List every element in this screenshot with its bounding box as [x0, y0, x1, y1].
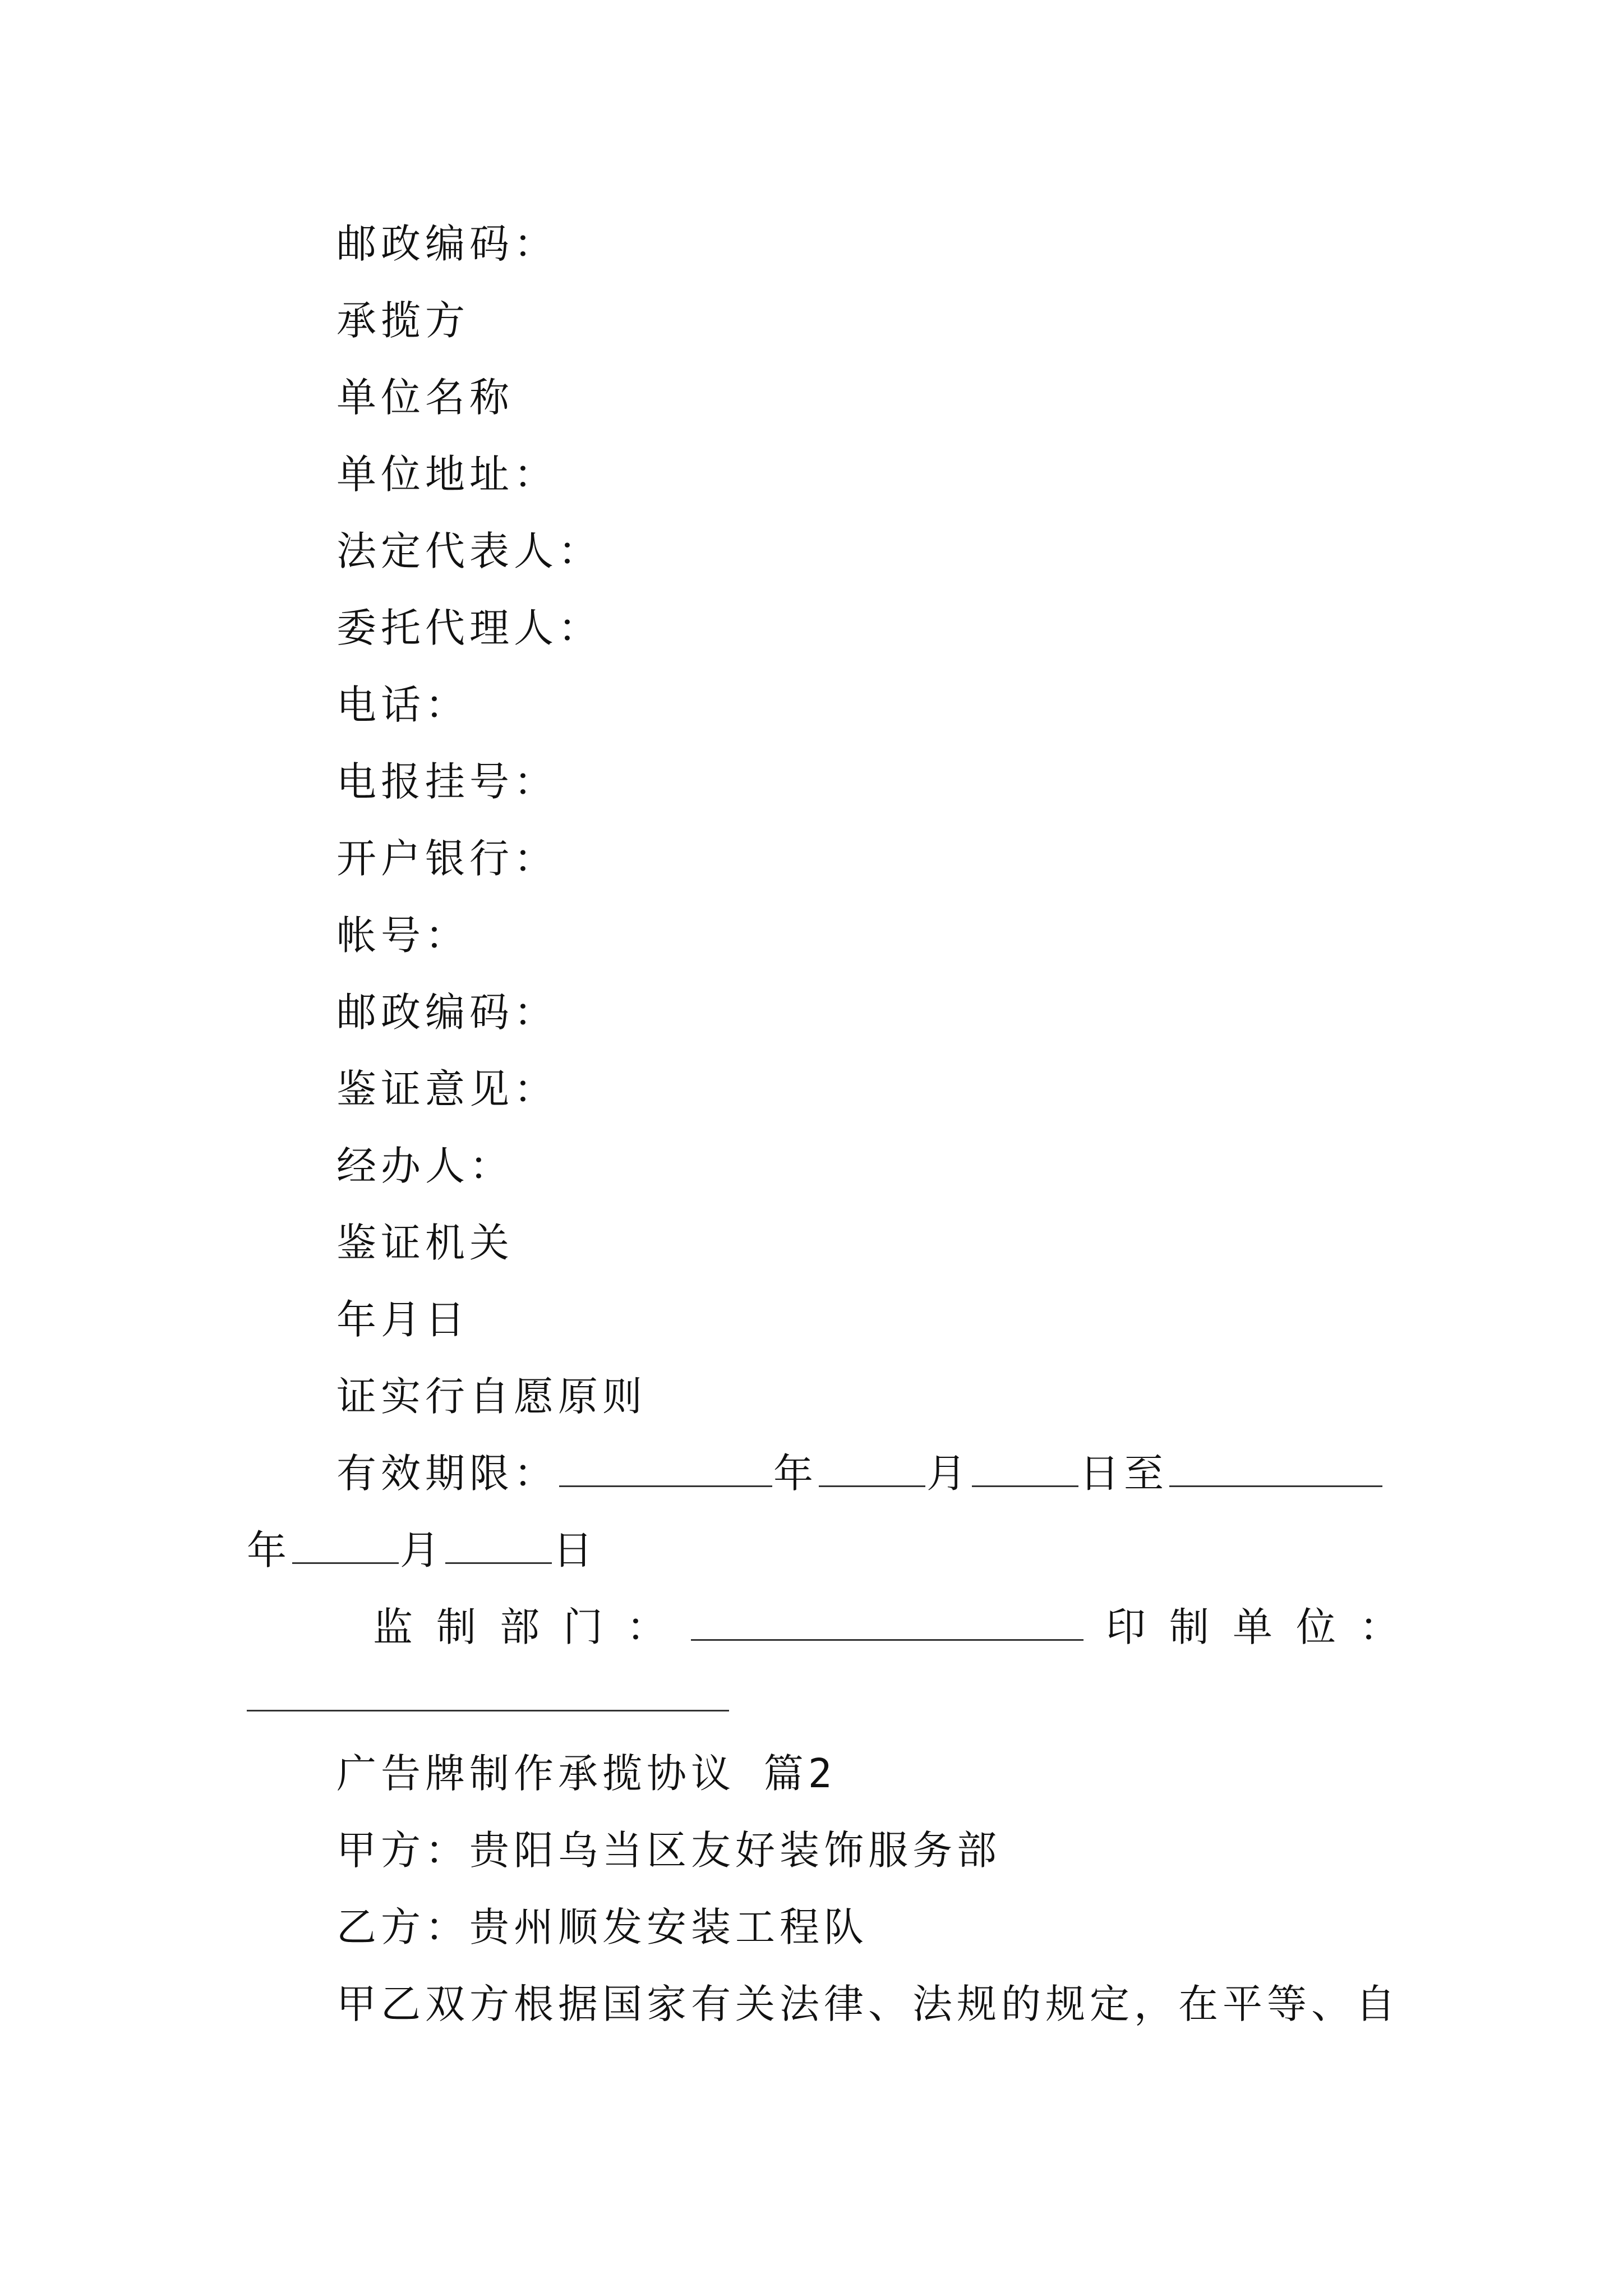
postal-code-label: 邮政编码：	[336, 220, 559, 267]
party-b-line: 乙方：贵州顺发安装工程队	[336, 1904, 869, 1950]
month-text: 月	[926, 1450, 971, 1497]
validity-period-line	[336, 1446, 1384, 1502]
voluntary-principle-text: 证实行自愿原则	[336, 1373, 647, 1420]
validity-end-line	[247, 1522, 597, 1579]
attestation-authority-label: 鉴证机关	[336, 1220, 514, 1266]
section2-title: 广告牌制作承揽协议 篇2	[336, 1750, 837, 1797]
bank-label: 开户银行：	[336, 835, 559, 882]
supervision-label: 监制部门：	[373, 1604, 690, 1650]
validity-start-month-blank	[819, 1448, 925, 1487]
unit-address-label: 单位地址：	[336, 451, 559, 498]
validity-label: 有效期限：	[336, 1450, 559, 1497]
validity-start-day-blank	[972, 1448, 1078, 1487]
authorized-agent-label: 委托代理人：	[336, 605, 603, 651]
legal-representative-label: 法定代表人：	[336, 528, 603, 574]
intro-paragraph: 甲乙双方根据国家有关法律、法规的规定，在平等、自	[336, 1981, 1400, 2027]
year-text: 年	[773, 1450, 818, 1497]
party-a-line: 甲方：贵阳乌当区友好装饰服务部	[336, 1827, 1002, 1874]
contractor-heading: 承揽方	[336, 297, 470, 344]
validity-end-year-blank	[1169, 1448, 1382, 1487]
day-text-2: 日	[553, 1527, 598, 1573]
supervision-blank	[691, 1602, 1083, 1641]
validity-end-day-blank	[445, 1525, 552, 1564]
handler-label: 经办人：	[336, 1143, 514, 1189]
date-label: 年月日	[336, 1296, 470, 1343]
account-label: 帐号：	[336, 912, 470, 959]
validity-start-year-blank	[559, 1448, 772, 1487]
attestation-opinion-label: 鉴证意见：	[336, 1066, 559, 1112]
postal-code-label-2: 邮政编码：	[336, 989, 559, 1036]
unit-name-label: 单位名称	[336, 374, 514, 421]
telegraph-label: 电报挂号：	[336, 758, 559, 805]
supervision-line	[373, 1599, 1423, 1655]
printer-blank-line	[247, 1710, 729, 1711]
printer-label: 印制单位：	[1106, 1604, 1423, 1650]
day-to-text: 日至	[1080, 1450, 1169, 1497]
month-text-2: 月	[400, 1527, 445, 1573]
validity-end-month-blank	[292, 1525, 399, 1564]
year-text-2: 年	[247, 1527, 292, 1573]
phone-label: 电话：	[336, 682, 470, 728]
